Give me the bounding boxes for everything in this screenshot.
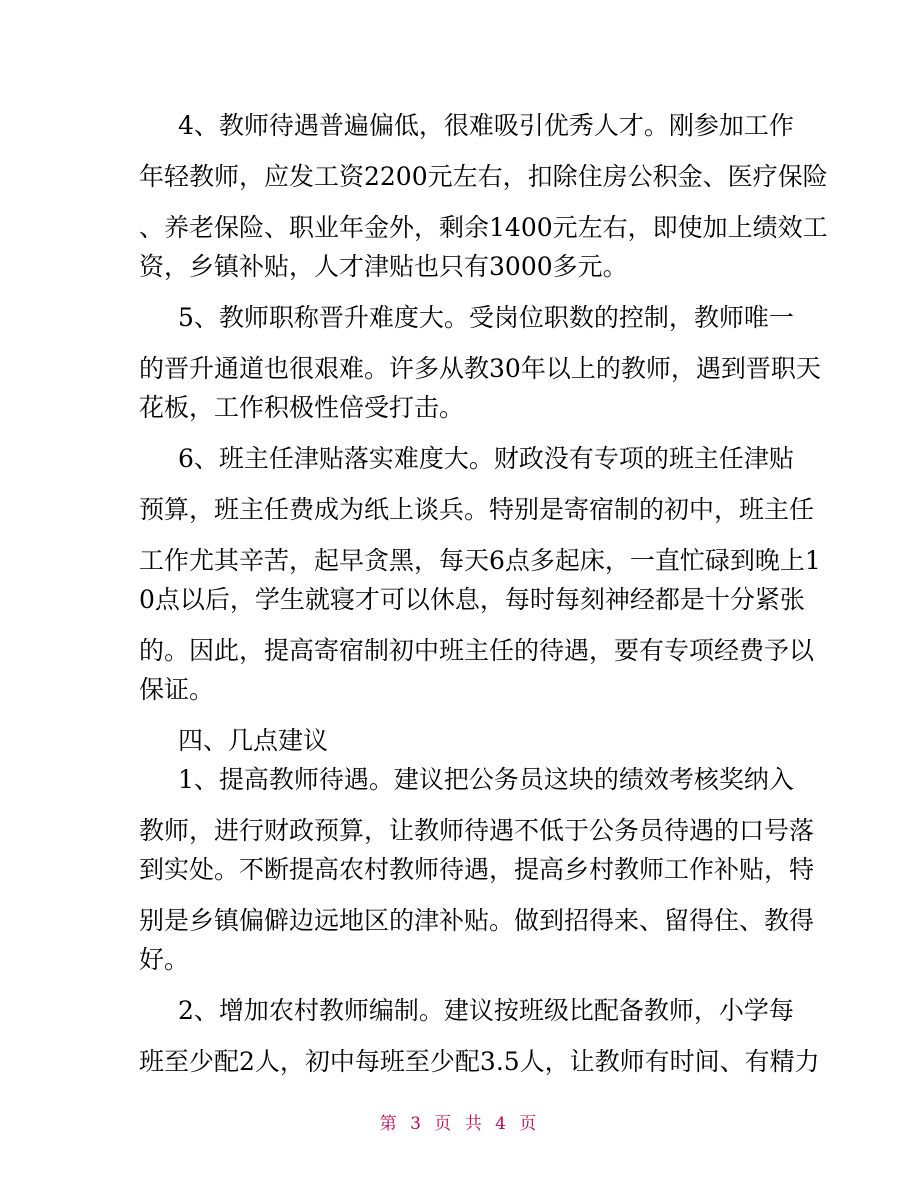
text-line: 的晋升通道也很艰难。许多从教30年以上的教师，遇到晋职天 [139,354,821,383]
text-line: 4、教师待遇普遍偏低，很难吸引优秀人才。刚参加工作 [178,111,794,140]
text-line: 教师，进行财政预算，让教师待遇不低于公务员待遇的口号落 [139,816,815,845]
text-line: 保证。 [139,675,215,704]
page-number-footer: 第 3 页 共 4 页 [379,1114,541,1134]
text-line: 0点以后，学生就寝才可以休息，每时每刻神经都是十分紧张 [139,585,805,614]
text-line: 工作尤其辛苦，起早贪黑，每天6点多起床，一直忙碌到晚上1 [139,546,821,575]
text-line: 1、提高教师待遇。建议把公务员这块的绩效考核奖纳入 [178,765,794,794]
section-heading: 四、几点建议 [178,726,329,755]
text-line: 到实处。不断提高农村教师待遇，提高乡村教师工作补贴，特 [139,855,815,884]
text-line: 班至少配2人，初中每班至少配3.5人，让教师有时间、有精力 [139,1047,820,1076]
text-line: 年轻教师，应发工资2200元左右，扣除住房公积金、医疗保险 [139,162,828,191]
text-line: 预算，班主任费成为纸上谈兵。特别是寄宿制的初中，班主任 [139,495,815,524]
text-line: 花板，工作积极性倍受打击。 [139,393,465,422]
text-line: 2、增加农村教师编制。建议按班级比配备教师，小学每 [178,996,794,1025]
text-line: 资，乡镇补贴，人才津贴也只有3000多元。 [139,252,628,281]
text-line: 、养老保险、职业年金外，剩余1400元左右，即使加上绩效工 [139,213,828,242]
text-line: 的。因此，提高寄宿制初中班主任的待遇，要有专项经费予以 [139,636,815,665]
text-line: 好。 [139,945,190,974]
text-line: 别是乡镇偏僻边远地区的津补贴。做到招得来、留得住、教得 [139,906,815,935]
text-line: 5、教师职称晋升难度大。受岗位职数的控制，教师唯一 [178,303,794,332]
text-line: 6、班主任津贴落实难度大。财政没有专项的班主任津贴 [178,444,794,473]
